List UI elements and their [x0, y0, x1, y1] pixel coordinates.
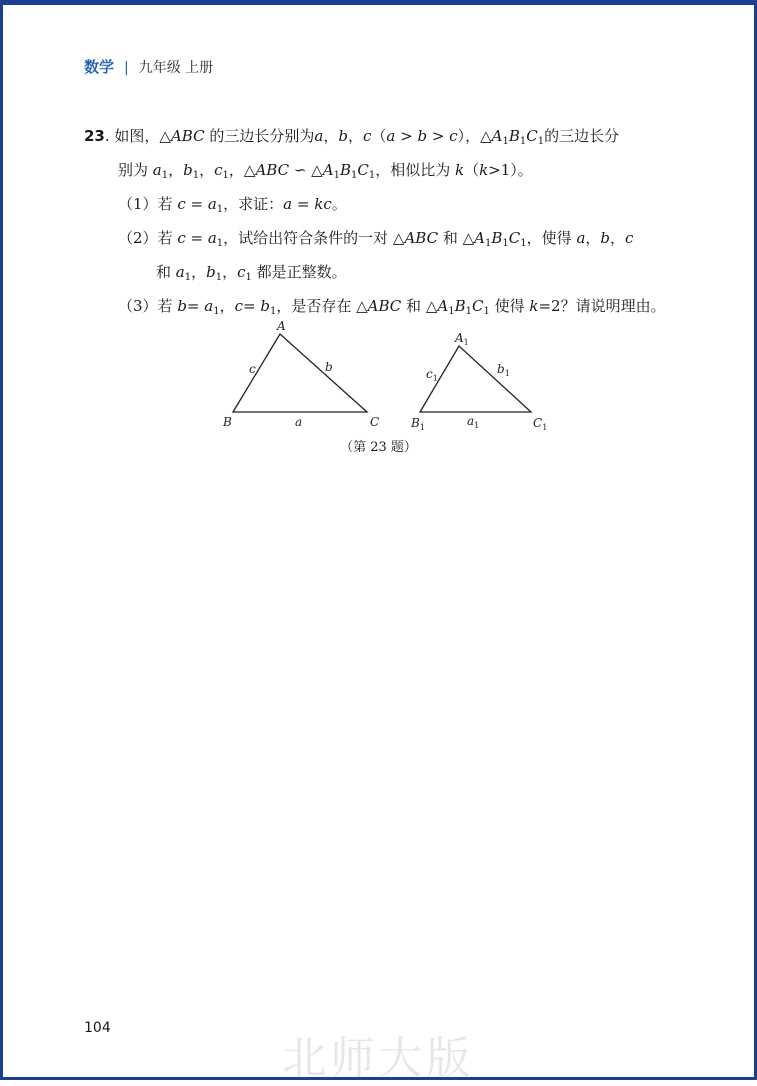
label-vertex-C1: $C_1$: [533, 416, 548, 432]
figure-caption: （第 23 题）: [340, 440, 417, 455]
label-side-a1: $a_1$: [467, 414, 480, 430]
problem-line-2: 别为 $a_1$，$b_1$，$c_1$，△ABC ∽ $\triangle A_1B_1C_1$，相似比为 k（k>1）。: [118, 161, 533, 181]
top-border: [0, 0, 757, 5]
label-vertex-C: C: [370, 415, 380, 429]
label-vertex-B1: $B_1$: [411, 416, 425, 432]
page-header: [84, 56, 213, 77]
watermark: 北师大版: [282, 1033, 475, 1084]
sub-question-1: （1）若 $c = a_1$，求证：a = kc。: [118, 195, 347, 215]
header-separator: |: [124, 60, 129, 76]
label-vertex-B: B: [223, 415, 232, 429]
grade-label: 九年级 上册: [138, 60, 214, 76]
page-number: 104: [84, 1020, 111, 1036]
sub-question-2-cont: 和 $a_1$，$b_1$，$c_1$ 都是正整数。: [156, 263, 347, 283]
label-side-b: b: [325, 360, 333, 374]
label-side-c1: $c_1$: [426, 367, 438, 383]
sub-question-3: （3）若 $b= a_1$，$c= b_1$，是否存在 △ABC 和 $\triangle A_1B_1C_1$ 使得 k=2？请说明理由。: [118, 297, 666, 317]
subject-label: 数学: [84, 58, 115, 76]
label-side-a: a: [295, 415, 303, 429]
triangles-figure: [215, 315, 555, 435]
label-side-c: c: [249, 362, 256, 376]
triangles-svg: [215, 315, 555, 435]
problem-23: [84, 122, 694, 326]
problem-number: 23: [84, 127, 105, 145]
sub-question-2: （2）若 $c = a_1$，试给出符合条件的一对 △ABC 和 $\triangle A_1B_1C_1$，使得 a，b，c: [118, 229, 634, 249]
label-vertex-A1: $A_1$: [455, 331, 469, 347]
problem-line-1: 23. 如图，△ABC 的三边长分别为a，b，c（a > b > c），$\triangle A_1B_1C_1$的三边长分: [84, 127, 620, 147]
label-vertex-A: A: [277, 319, 286, 333]
label-side-b1: $b_1$: [497, 362, 510, 378]
